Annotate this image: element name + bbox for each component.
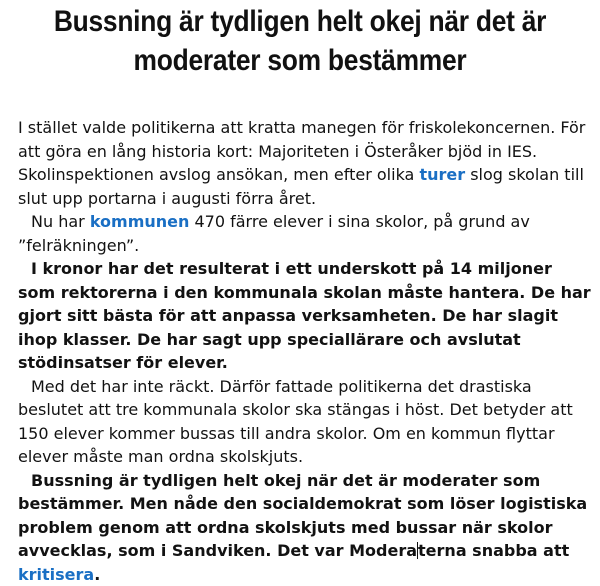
paragraph-1-text-after: slog skolan till slut upp portarna i augusti förra året.: [18, 165, 584, 208]
article-body: [18, 116, 593, 586]
paragraph-5-text-before: Bussning är tydligen helt okej när det är moderater som bestämmer. Men nåde den socialdemokrat som löser logistiska problem genom att ordna skolskjuts med bussar när skolor avvecklas, som i Sandviken. Det var Modera: [18, 471, 587, 561]
link-kommunen[interactable]: kommunen: [90, 212, 190, 231]
paragraph-5-end: .: [94, 565, 100, 584]
paragraph-4-text: Med det har inte räckt. Därför fattade politikerna det drastiska beslutet att tre kommunala skolor ska stängas i höst. Det betyder att 150 elever kommer bussas till andra skolor. Om en kommun flyttar elever måste man ordna skolskjuts.: [18, 377, 573, 467]
paragraph-2-text-before: Nu har: [31, 212, 90, 231]
paragraph-1-text-before: I stället valde politikerna att kratta manegen för friskolekoncernen. För att göra en lång historia kort: Majoriteten i Österåker bjöd in IES. Skolinspektionen avslog ansökan, men efter olika: [18, 118, 585, 184]
link-turer[interactable]: turer: [419, 165, 465, 184]
paragraph-2-text-after: 470 färre elever i sina skolor, på grund av ”felräkningen”.: [18, 212, 530, 255]
paragraph-5: [18, 469, 593, 586]
paragraph-3: [18, 257, 593, 375]
paragraph-1: [18, 116, 593, 210]
paragraph-2: [18, 210, 593, 257]
paragraph-3-text: I kronor har det resulterat i ett underskott på 14 miljoner som rektorerna i den kommunala skolan måste hantera. De har gjort sitt bästa för att anpassa verksamheten. De har slagit ihop klasser. De har sagt upp speciallärare och avslutat stödinsatser för elever.: [18, 259, 591, 372]
paragraph-4: [18, 375, 593, 469]
paragraph-5-text-after-caret: terna snabba att: [418, 541, 569, 560]
article-headline: Bussning är tydligen helt okej när det är moderater som bestämmer: [36, 2, 564, 80]
link-kritisera[interactable]: kritisera: [18, 565, 94, 584]
